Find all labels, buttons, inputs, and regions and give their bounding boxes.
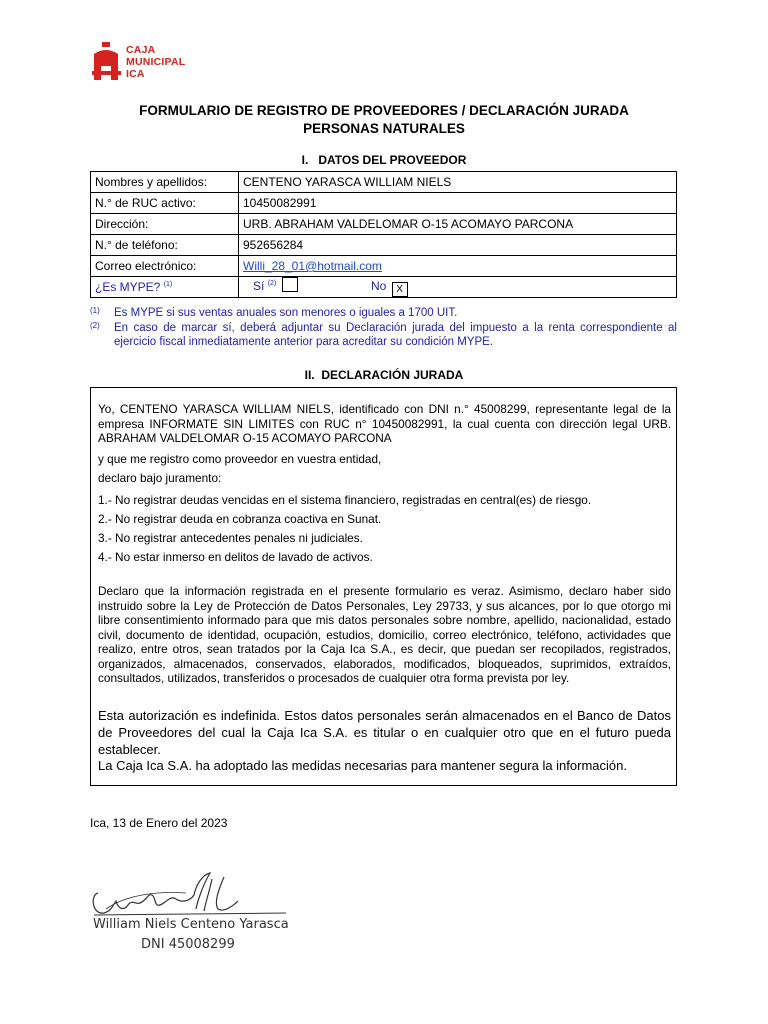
security-paragraph: La Caja Ica S.A. ha adoptado las medidas necesarias para mantener segura la información.	[98, 758, 627, 773]
note-1: (1) Es MYPE si sus ventas anuales son menores o iguales a 1700 UIT.	[90, 306, 458, 319]
ruc-value: 10450082991	[239, 193, 677, 214]
mype-options	[239, 277, 677, 298]
brand-name: CAJA MUNICIPAL ICA	[126, 44, 186, 80]
name-label: Nombres y apellidos:	[91, 172, 239, 193]
date-line: Ica, 13 de Enero del 2023	[90, 816, 228, 830]
no-label: No	[370, 279, 387, 293]
note-2: (2) En caso de marcar sí, deberá adjuntar su Declaración jurada del impuesto a la renta correspondiente al ejercicio fiscal inmediatamente anterior para acreditar su condición MYPE.	[90, 321, 677, 348]
privacy-paragraph: Declaro que la información registrada en el presente formulario es veraz. Asimismo, declaro haber sido instruido sobre la Ley de Protección de Datos Personales, Ley 29733, y sus alcances, por lo que otorgo mi libre consentimiento informado para que mis datos personales sobre nombre, apellido, nacionalidad, estado civil, documento de identidad, ocupación, estudios, domicilio, correo electrónico, teléfono, actividades que realizo, entre otros, sean tratados por la Caja Ica S.A., es decir, que puedan ser recopilados, registrados, organizados, almacenados, conservados, elaborados, modificados, bloqueados, suprimidos, extraídos, consultados, utilizados, transferidos o procesados de cualquier otra forma prevista por ley.	[98, 584, 671, 685]
authorization-paragraph: Esta autorización es indefinida. Estos datos personales serán almacenados en el Banco de Datos de Proveedores del cual la Caja Ica S.A. es titular o en cualquier otro que en el futuro pueda establecer.	[98, 708, 671, 757]
table-row	[91, 214, 677, 235]
declaration-item-1: 1.- No registrar deudas vencidas en el sistema financiero, registradas en central(es) de riesgo.	[98, 493, 592, 507]
declaration-item-3: 3.- No registrar antecedentes penales ni judiciales.	[98, 531, 363, 545]
si-label: Sí $^{(2)}$	[253, 279, 277, 293]
table-row	[91, 277, 677, 298]
provider-table	[90, 171, 677, 298]
mype-label: ¿Es MYPE? $^{(1)}$	[91, 277, 239, 298]
phone-value: 952656284	[239, 235, 677, 256]
declaration-item-2: 2.- No registrar deuda en cobranza coactiva en Sunat.	[98, 512, 382, 526]
si-checkbox[interactable]	[282, 277, 298, 292]
signer-name: William Niels Centeno Yarasca	[93, 917, 289, 932]
signature-icon	[86, 865, 296, 921]
address-label: Dirección:	[91, 214, 239, 235]
no-checkbox[interactable]: X	[392, 282, 408, 297]
declaration-item-4: 4.- No estar inmerso en delitos de lavado de activos.	[98, 550, 373, 564]
name-value: CENTENO YARASCA WILLIAM NIELS	[239, 172, 677, 193]
declaration-intro: Yo, CENTENO YARASCA WILLIAM NIELS, identificado con DNI n.° 45008299, representante legal de la empresa INFORMATE SIN LIMITES con RUC n° 10450082991, la cual cuenta con dirección legal URB. ABRAHAM VALDELOMAR O-15 ACOMAYO PARCONA	[98, 402, 671, 445]
form-title: FORMULARIO DE REGISTRO DE PROVEEDORES / DECLARACIÓN JURADA	[139, 103, 629, 118]
ruc-label: N.° de RUC activo:	[91, 193, 239, 214]
phone-label: N.° de teléfono:	[91, 235, 239, 256]
form-subtitle: PERSONAS NATURALES	[303, 121, 465, 136]
signer-dni: DNI 45008299	[141, 937, 235, 952]
section-2-heading: II. DECLARACIÓN JURADA	[304, 368, 464, 382]
email-link[interactable]: Willi_28_01@hotmail.com	[243, 259, 382, 273]
declaration-line: y que me registro como proveedor en vuestra entidad,	[98, 452, 382, 466]
table-row	[91, 193, 677, 214]
section-1-heading: I. DATOS DEL PROVEEDOR	[301, 153, 467, 167]
address-value: URB. ABRAHAM VALDELOMAR O-15 ACOMAYO PARCONA	[239, 214, 677, 235]
table-row	[91, 172, 677, 193]
declaration-line: declaro bajo juramento:	[98, 471, 222, 485]
email-label: Correo electrónico:	[91, 256, 239, 277]
table-row	[91, 256, 677, 277]
table-row	[91, 235, 677, 256]
